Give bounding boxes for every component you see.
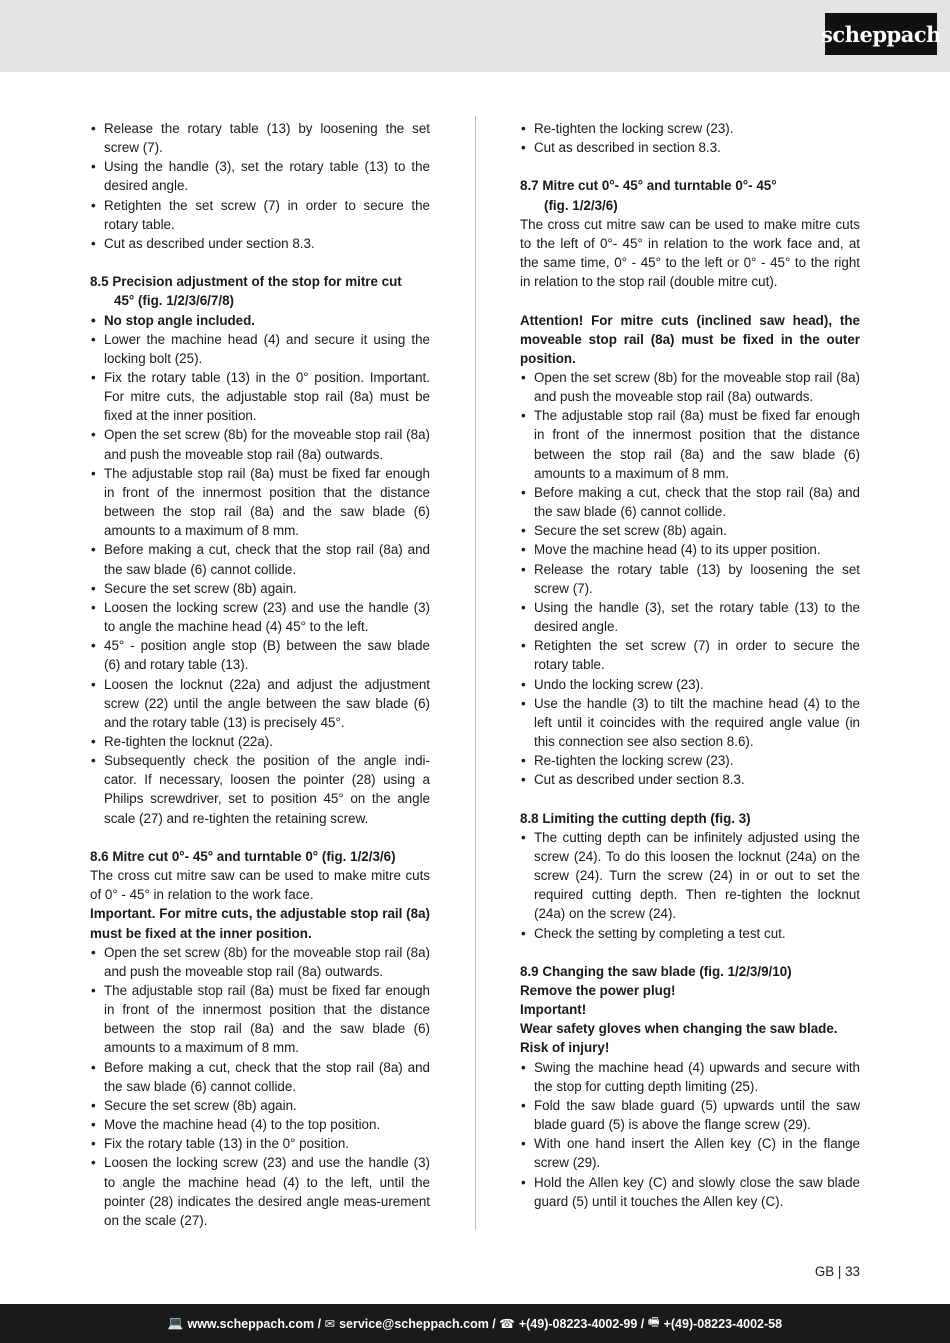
list-item: • No stop angle included.	[90, 311, 430, 330]
list-item: • Release the rotary table (13) by loosening the set screw (7).	[90, 119, 430, 157]
list-item: • Open the set screw (8b) for the moveable stop rail (8a) and push the moveable stop rail (8a) outwards.	[520, 368, 860, 406]
list-item: • Cut as described in section 8.3.	[520, 138, 860, 157]
spacer	[520, 789, 860, 808]
list-item: • Re-tighten the locking screw (23).	[520, 751, 860, 770]
list-item: • The adjustable stop rail (8a) must be fixed far enough in front of the innermost position that the distance between the stop rail (8a) and the saw blade (6) amounts to a maximum of 8 mm.	[90, 981, 430, 1058]
paragraph: Remove the power plug!	[520, 982, 676, 998]
scheppach-logo: scheppach	[825, 13, 937, 55]
section-heading	[90, 272, 430, 310]
right-column	[520, 119, 860, 1211]
paragraph: The cross cut mitre saw can be used to make mitre cuts of 0° - 45° in relation to the work face.	[90, 868, 430, 903]
list-item: • The cutting depth can be infinitely adjusted using the screw (24). To do this loosen the locknut (24a) on the screw (24). Turn the screw (24) in or out to set the required cutting depth. Then re-tighten the locknut (24a) on the screw (24).	[520, 828, 860, 924]
list-item: • Fix the rotary table (13) in the 0° position.	[90, 1134, 430, 1153]
spacer	[520, 157, 860, 176]
list-item: • Loosen the locking screw (23) and use the handle (3) to angle the machine head (4) 45° to the left.	[90, 598, 430, 636]
list-item: • Before making a cut, check that the stop rail (8a) and the saw blade (6) cannot collide.	[90, 540, 430, 578]
list-item: • Move the machine head (4) to its upper position.	[520, 540, 860, 559]
list-item: • Loosen the locking screw (23) and use the handle (3) to angle the machine head (4) to the left, until the pointer (28) indicates the desired angle meas-urement on the scale (27).	[90, 1153, 430, 1230]
heading-text-continued: 45° (fig. 1/2/3/6/7/8)	[114, 293, 234, 309]
paragraph: The cross cut mitre saw can be used to make mitre cuts to the left of 0°- 45° in relation to the work face and, at the same time, 0° - 45° to the left or 0° - 45° to the right in relation to the stop rail (double mitre cut).	[520, 216, 860, 290]
list-item: • Release the rotary table (13) by loosening the set screw (7).	[520, 560, 860, 598]
list-item: • Cut as described under section 8.3.	[90, 234, 430, 253]
left-column	[90, 119, 430, 1230]
list-item: • Fix the rotary table (13) in the 0° position. Important. For mitre cuts, the adjustable stop rail (8a) must be fixed at the inner position.	[90, 368, 430, 425]
heading-text: 8.7 Mitre cut 0°- 45° and turntable 0°- 45°	[520, 178, 777, 194]
footer-fax: +(49)-08223-4002-58	[663, 1316, 783, 1331]
list-item: • Undo the locking screw (23).	[520, 675, 860, 694]
heading-text: 8.6 Mitre cut 0°- 45° and turntable 0° (fig. 1/2/3/6)	[90, 848, 396, 864]
heading-text: 8.9 Changing the saw blade (fig. 1/2/3/9/10)	[520, 963, 792, 979]
list-item: • Re-tighten the locking screw (23).	[520, 119, 860, 138]
list-item: • Before making a cut, check that the stop rail (8a) and the saw blade (6) cannot collide.	[90, 1058, 430, 1096]
list-item: • Cut as described under section 8.3.	[520, 770, 860, 789]
list-item: • Use the handle (3) to tilt the machine head (4) to the left until it coincides with the required angle value (in this connection see also section 8.6).	[520, 694, 860, 751]
list-item: • Re-tighten the locknut (22a).	[90, 732, 430, 751]
spacer	[90, 828, 430, 847]
paragraph: Attention! For mitre cuts (inclined saw head), the moveable stop rail (8a) must be fixed in the outer position.	[520, 312, 860, 366]
list-item: • Using the handle (3), set the rotary table (13) to the desired angle.	[90, 157, 430, 195]
list-item: • Using the handle (3), set the rotary table (13) to the desired angle.	[520, 598, 860, 636]
list-item: • Retighten the set screw (7) in order to secure the rotary table.	[520, 636, 860, 674]
list-item: • Check the setting by completing a test cut.	[520, 924, 860, 943]
section-heading	[520, 176, 860, 214]
footer-contact-bar	[0, 1304, 950, 1343]
list-item: • Open the set screw (8b) for the moveable stop rail (8a) and push the moveable stop rail (8a) outwards.	[90, 425, 430, 463]
list-item: • Secure the set screw (8b) again.	[90, 1096, 430, 1115]
footer-website[interactable]: www.scheppach.com /	[187, 1316, 322, 1331]
paragraph: Risk of injury!	[520, 1040, 610, 1056]
heading-text: 8.5 Precision adjustment of the stop for mitre cut	[90, 274, 402, 290]
heading-text: 8.8 Limiting the cutting depth (fig. 3)	[520, 810, 751, 826]
list-item: • Hold the Allen key (C) and slowly close the saw blade guard (5) until it touches the Allen key (C).	[520, 1173, 860, 1211]
footer-phone: +(49)-08223-4002-99 /	[518, 1316, 645, 1331]
fax-icon: 🖷	[647, 1315, 660, 1329]
computer-icon: 💻	[167, 1316, 184, 1330]
list-item: • Fold the saw blade guard (5) upwards until the saw blade guard (5) is above the flange screw (29).	[520, 1096, 860, 1134]
paragraph: Wear safety gloves when changing the saw blade.	[520, 1021, 838, 1037]
list-item: • Open the set screw (8b) for the moveable stop rail (8a) and push the moveable stop rail (8a) outwards.	[90, 943, 430, 981]
footer-email[interactable]: service@scheppach.com /	[339, 1316, 496, 1331]
heading-text-continued: (fig. 1/2/3/6)	[544, 197, 618, 213]
list-item: • The adjustable stop rail (8a) must be fixed far enough in front of the innermost position that the distance between the stop rail (8a) and the saw blade (6) amounts to a maximum of 8 mm.	[520, 406, 860, 483]
list-item: • Swing the machine head (4) upwards and secure with the stop for cutting depth limiting (25).	[520, 1058, 860, 1096]
list-item: • Subsequently check the position of the angle indi-cator. If necessary, loosen the pointer (28) using a Philips screwdriver, set to position 45° on the angle scale (27) and re-tighten the retaining screw.	[90, 751, 430, 828]
header-band	[0, 0, 950, 72]
list-item: • Secure the set screw (8b) again.	[520, 521, 860, 540]
spacer	[520, 943, 860, 962]
phone-icon: ☎	[499, 1317, 515, 1331]
spacer	[520, 291, 860, 310]
list-item: • Retighten the set screw (7) in order to secure the rotary table.	[90, 196, 430, 234]
paragraph: Important!	[520, 1002, 587, 1018]
list-item: • Before making a cut, check that the stop rail (8a) and the saw blade (6) cannot collide.	[520, 483, 860, 521]
section-heading	[520, 962, 860, 981]
mail-icon: ✉	[324, 1317, 336, 1331]
section-heading	[520, 809, 860, 828]
list-item: • Secure the set screw (8b) again.	[90, 579, 430, 598]
list-item: • Lower the machine head (4) and secure it using the locking bolt (25).	[90, 330, 430, 368]
list-item: • With one hand insert the Allen key (C) in the flange screw (29).	[520, 1134, 860, 1172]
paragraph: Important. For mitre cuts, the adjustable stop rail (8a) must be fixed at the inner position.	[90, 906, 430, 941]
list-item: • Move the machine head (4) to the top position.	[90, 1115, 430, 1134]
section-heading	[90, 847, 430, 866]
column-divider	[475, 116, 476, 1230]
list-item: • The adjustable stop rail (8a) must be fixed far enough in front of the innermost position that the distance between the stop rail (8a) and the saw blade (6) amounts to a maximum of 8 mm.	[90, 464, 430, 541]
list-item: • Loosen the locknut (22a) and adjust the adjustment screw (22) until the angle between the saw blade (6) and the rotary table (13) is precisely 45°.	[90, 675, 430, 732]
page-number: GB | 33	[814, 1264, 860, 1279]
list-item: • 45° - position angle stop (B) between the saw blade (6) and rotary table (13).	[90, 636, 430, 674]
spacer	[90, 253, 430, 272]
